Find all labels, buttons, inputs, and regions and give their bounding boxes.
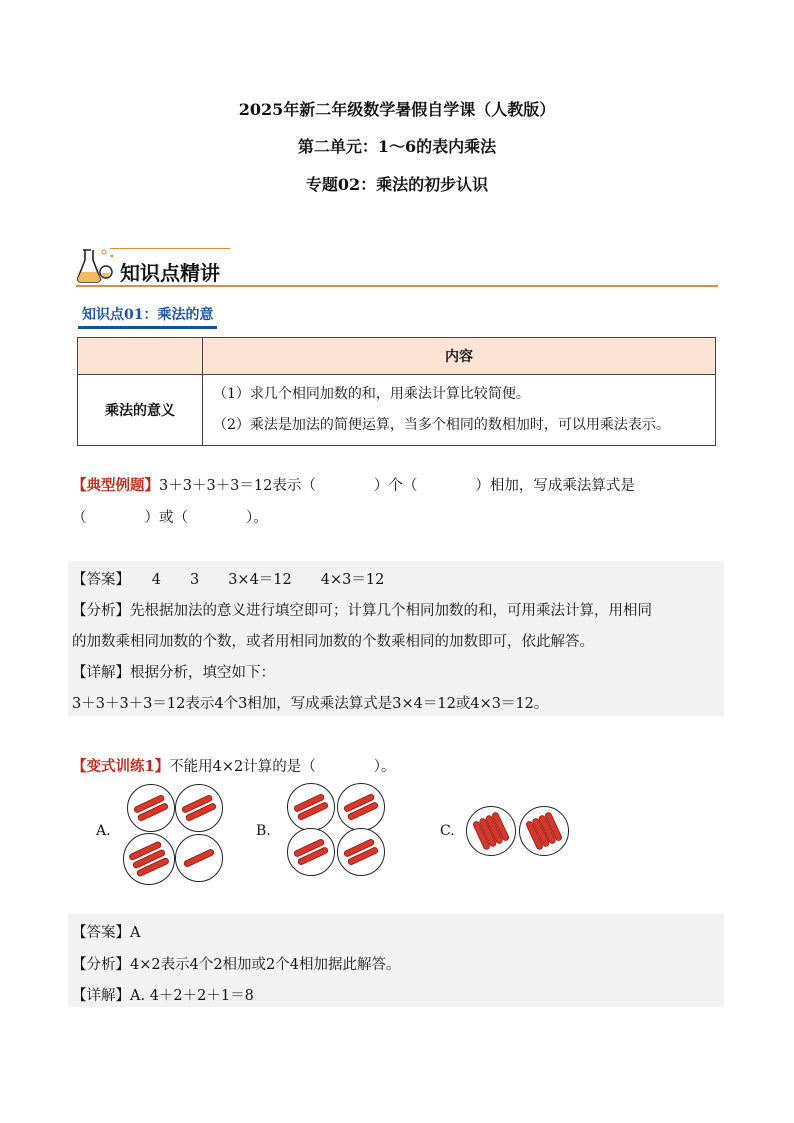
detail-tag: 【详解】 xyxy=(72,988,130,1004)
unit-title: 第二单元：1～6的表内乘法 xyxy=(297,137,497,156)
table-content-cell xyxy=(203,375,716,446)
knowledge-point-label: 知识点01：乘法的意 xyxy=(78,304,217,329)
detail-text: 根据分析，填空如下： xyxy=(130,665,275,681)
variant-question xyxy=(72,755,395,776)
option-a-plate-4 xyxy=(175,834,223,882)
document-title: 2025年新二年级数学暑假自学课（人教版） xyxy=(238,100,556,119)
table-row-header: 乘法的意义 xyxy=(78,375,203,446)
option-a-plate-2 xyxy=(175,784,223,832)
answer-text: A xyxy=(130,925,141,941)
example-detail-1 xyxy=(72,661,275,682)
example-analysis-1 xyxy=(72,599,652,620)
analysis-text: 4×2表示4个2相加或2个4相加据此解答。 xyxy=(130,957,401,973)
option-a-label: A. xyxy=(96,823,111,839)
example-tag: 【典型例题】 xyxy=(72,477,159,494)
flask-icon xyxy=(75,246,119,284)
analysis-tag: 【分析】 xyxy=(72,603,130,619)
table-content-line-1: （1）求几个相同加数的和，用乘法计算比较简便。 xyxy=(213,386,530,402)
variant-detail xyxy=(72,984,254,1005)
option-b-plate-1 xyxy=(287,783,335,831)
variant-answer xyxy=(72,921,140,942)
example-question-line-1 xyxy=(72,474,635,495)
table-header-content: 内容 xyxy=(203,338,716,375)
answer-tag: 【答案】 xyxy=(72,925,130,941)
option-b-plate-3 xyxy=(287,828,335,876)
variant-question-text: 不能用4×2计算的是（ ）。 xyxy=(169,759,396,775)
option-b-plate-4 xyxy=(337,828,385,876)
detail-text: A. 4＋2＋2＋1＝8 xyxy=(130,988,254,1004)
knowledge-table xyxy=(77,337,716,446)
analysis-tag: 【分析】 xyxy=(72,957,130,973)
table-corner-cell xyxy=(78,338,203,375)
variant-tag: 【变式训练1】 xyxy=(72,758,170,775)
section-top-rule xyxy=(110,248,230,249)
example-question-line-2: （ ）或（ ）。 xyxy=(72,510,268,526)
answer-text: 4 3 3×4＝12 4×3＝12 xyxy=(122,572,385,588)
option-c-label: C. xyxy=(440,823,455,839)
option-c-plate-2 xyxy=(519,806,569,856)
example-question-text: 3＋3＋3＋3＝12表示（ ）个（ ）相加，写成乘法算式是 xyxy=(159,478,635,494)
example-analysis-2: 的加数乘相同加数的个数，或者用相同加数的个数乘相同的加数即可，依此解答。 xyxy=(72,634,594,650)
section-title: 知识点精讲 xyxy=(120,261,220,285)
answer-tag: 【答案】 xyxy=(72,572,123,588)
option-c-plate-1 xyxy=(466,806,516,856)
option-b-label: B. xyxy=(256,823,271,839)
option-a-plate-3 xyxy=(123,833,175,885)
variant-analysis xyxy=(72,953,401,974)
table-content-line-2: （2）乘法是加法的简便运算，当多个相同的数相加时，可以用乘法表示。 xyxy=(213,417,670,433)
detail-tag: 【详解】 xyxy=(72,665,130,681)
section-rule xyxy=(76,285,718,287)
option-a-plate-1 xyxy=(127,784,175,832)
topic-title: 专题02：乘法的初步认识 xyxy=(305,175,489,194)
option-b-plate-2 xyxy=(337,783,385,831)
example-detail-2: 3＋3＋3＋3＝12表示4个3相加，写成乘法算式是3×4＝12或4×3＝12。 xyxy=(72,696,549,712)
example-answer xyxy=(72,568,384,589)
analysis-text: 先根据加法的意义进行填空即可；计算几个相同加数的和，可用乘法计算，用相同 xyxy=(130,603,652,619)
